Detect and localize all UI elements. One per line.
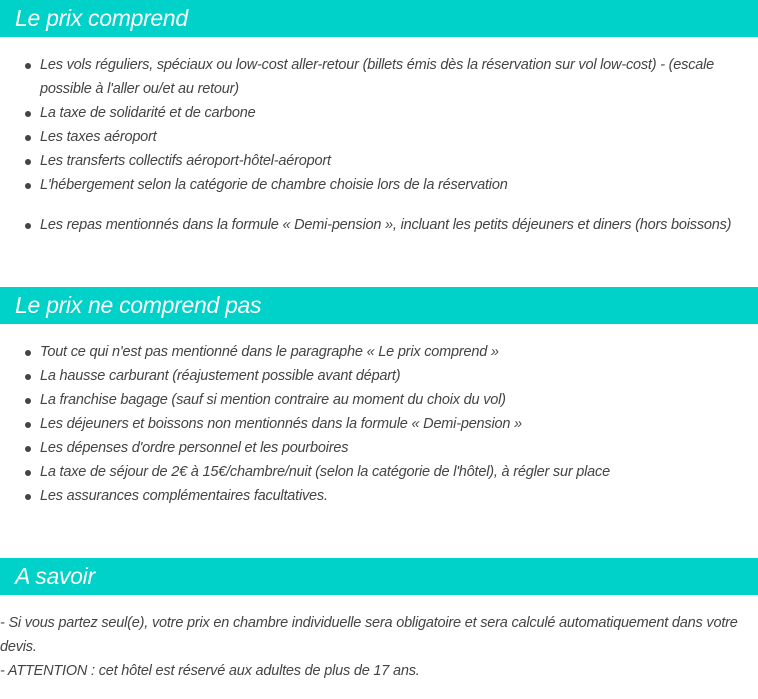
bullet-icon: [25, 159, 31, 165]
bullet-icon: [25, 446, 31, 452]
to-know-notes: [0, 611, 755, 683]
bullet-icon: [25, 223, 31, 229]
bullet-icon: [25, 398, 31, 404]
section-header-included: [0, 0, 758, 37]
bullet-icon: [25, 63, 31, 69]
excluded-list: [0, 340, 740, 508]
list-item: Les taxes aéroport: [0, 125, 740, 149]
bullet-icon: [25, 111, 31, 117]
included-list: [0, 53, 740, 237]
bullet-icon: [25, 494, 31, 500]
list-item: La taxe de solidarité et de carbone: [0, 101, 740, 125]
bullet-icon: [25, 374, 31, 380]
section-title: Le prix ne comprend pas: [15, 292, 262, 318]
bullet-icon: [25, 422, 31, 428]
section-header-to-know: [0, 558, 758, 595]
list-item: Tout ce qui n'est pas mentionné dans le paragraphe « Le prix comprend »: [0, 340, 740, 364]
section-header-excluded: [0, 287, 758, 324]
note-solo-traveler: - Si vous partez seul(e), votre prix en chambre individuelle sera obligatoire et sera calculé automatiquement dans votre devis.: [0, 615, 738, 655]
bullet-icon: [25, 350, 31, 356]
list-item: Les transferts collectifs aéroport-hôtel-aéroport: [0, 149, 740, 173]
list-item: Les dépenses d'ordre personnel et les pourboires: [0, 436, 740, 460]
list-item: La hausse carburant (réajustement possible avant départ): [0, 364, 740, 388]
note-adults-only: - ATTENTION : cet hôtel est réservé aux adultes de plus de 17 ans.: [0, 663, 420, 679]
list-item: Les déjeuners et boissons non mentionnés dans la formule « Demi-pension »: [0, 412, 740, 436]
list-item: Les repas mentionnés dans la formule « Demi-pension », incluant les petits déjeuners et diners (hors boissons): [0, 213, 740, 237]
list-item: Les assurances complémentaires facultatives.: [0, 484, 740, 508]
list-item: L'hébergement selon la catégorie de chambre choisie lors de la réservation: [0, 173, 740, 197]
section-title: Le prix comprend: [15, 5, 188, 31]
list-item: Les vols réguliers, spéciaux ou low-cost aller-retour (billets émis dès la réservation sur vol low-cost) - (escale possible à l'aller ou/et au retour): [0, 53, 740, 101]
section-title: A savoir: [15, 563, 95, 589]
bullet-icon: [25, 183, 31, 189]
list-item: La taxe de séjour de 2€ à 15€/chambre/nuit (selon la catégorie de l'hôtel), à régler sur place: [0, 460, 740, 484]
list-item: La franchise bagage (sauf si mention contraire au moment du choix du vol): [0, 388, 740, 412]
bullet-icon: [25, 135, 31, 141]
bullet-icon: [25, 470, 31, 476]
